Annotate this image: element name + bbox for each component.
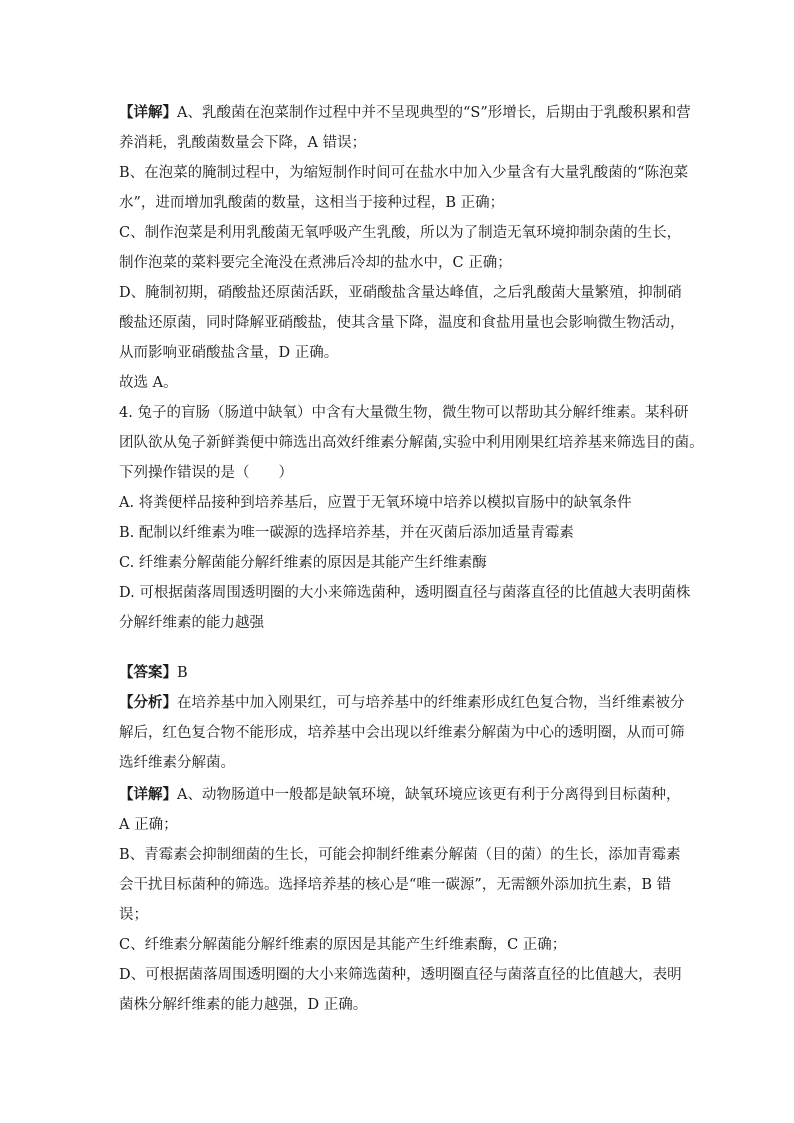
option-b: B. 配制以纤维素为唯一碳源的选择培养基，并在灭菌后添加适量青霉素 — [119, 525, 574, 541]
detail-line: 【详解】A、乳酸菌在泡菜制作过程中并不呈现典型的“S”形增长，后期由于乳酸积累和营 — [119, 104, 691, 121]
detail-line: 酸盐还原菌，同时降解亚硝酸盐，使其含量下降，温度和食盐用量也会影响微生物活动， — [119, 315, 685, 331]
detail-line: 会干扰目标菌种的筛选。选择培养基的核心是“唯一碳源”，无需额外添加抗生素，B 错 — [119, 877, 672, 893]
detail-line: D、腌制初期，硝酸盐还原菌活跃，亚硝酸盐含量达峰值，之后乳酸菌大量繁殖，抑制硝 — [119, 285, 682, 301]
analysis-line: 解后，红色复合物不能形成，培养基中会出现以纤维素分解菌为中心的透明圈，从而可筛 — [119, 725, 685, 741]
detail-line: C、制作泡菜是利用乳酸菌无氧呼吸产生乳酸，所以为了制造无氧环境抑制杂菌的生长， — [119, 225, 682, 241]
detail-label: 【详解】 — [119, 104, 177, 121]
detail-line: C、纤维素分解菌能分解纤维素的原因是其能产生纤维素酶，C 正确； — [119, 937, 567, 953]
question-stem: 团队欲从兔子新鲜粪便中筛选出高效纤维素分解菌,实验中利用刚果红培养基来筛选目的菌。 — [119, 435, 704, 451]
detail-label: 【详解】 — [119, 786, 177, 803]
analysis-label: 【分析】 — [119, 694, 177, 711]
answer-value: B — [177, 665, 188, 681]
detail-line: 制作泡菜的菜料要完全淹没在煮沸后冷却的盐水中，C 正确； — [119, 255, 512, 271]
analysis-line: 选纤维素分解菌。 — [119, 755, 235, 771]
option-c: C. 纤维素分解菌能分解纤维素的原因是其能产生纤维素酶 — [119, 555, 487, 571]
detail-line: B、青霉素会抑制细菌的生长，可能会抑制纤维素分解菌（目的菌）的生长，添加青霉素 — [119, 847, 681, 863]
detail-section-2 — [119, 780, 689, 1020]
detail-line: A 正确； — [119, 817, 178, 833]
option-d-continued: 分解纤维素的能力越强 — [119, 615, 264, 631]
option-a: A. 将粪便样品接种到培养基后，应置于无氧环境中培养以模拟盲肠中的缺氧条件 — [119, 495, 632, 511]
detail-line: 误； — [119, 907, 148, 923]
detail-line: 菌株分解纤维素的能力越强，D 正确。 — [119, 997, 368, 1013]
question-4 — [119, 398, 704, 638]
option-d: D. 可根据菌落周围透明圈的大小来筛选菌种，透明圈直径与菌落直径的比值越大表明菌株 — [119, 585, 691, 601]
detail-line: 水”，进而增加乳酸菌的数量，这相当于接种过程，B 正确； — [119, 195, 505, 211]
detail-line: D、可根据菌落周围透明圈的大小来筛选菌种，透明圈直径与菌落直径的比值越大，表明 — [119, 967, 682, 983]
detail-line: 养消耗，乳酸菌数量会下降，A 错误； — [119, 135, 367, 151]
answer-line — [119, 658, 689, 688]
analysis-line: 【分析】在培养基中加入刚果红，可与培养基中的纤维素形成红色复合物，当纤维素被分 — [119, 694, 685, 711]
detail-line: 从而影响亚硝酸盐含量，D 正确。 — [119, 345, 339, 361]
detail-section-1 — [119, 98, 689, 398]
answer-label: 【答案】 — [119, 664, 177, 681]
detail-line: B、在泡菜的腌制过程中，为缩短制作时间可在盐水中加入少量含有大量乳酸菌的“陈泡菜 — [119, 165, 689, 181]
conclusion-line: 故选 A。 — [119, 375, 178, 391]
analysis-section — [119, 688, 689, 778]
detail-line: 【详解】A、动物肠道中一般都是缺氧环境，缺氧环境应该更有利于分离得到目标菌种， — [119, 786, 681, 803]
question-stem: 下列操作错误的是（ ） — [119, 465, 293, 481]
question-stem: 4. 兔子的盲肠（肠道中缺氧）中含有大量微生物，微生物可以帮助其分解纤维素。某科研 — [119, 405, 689, 421]
